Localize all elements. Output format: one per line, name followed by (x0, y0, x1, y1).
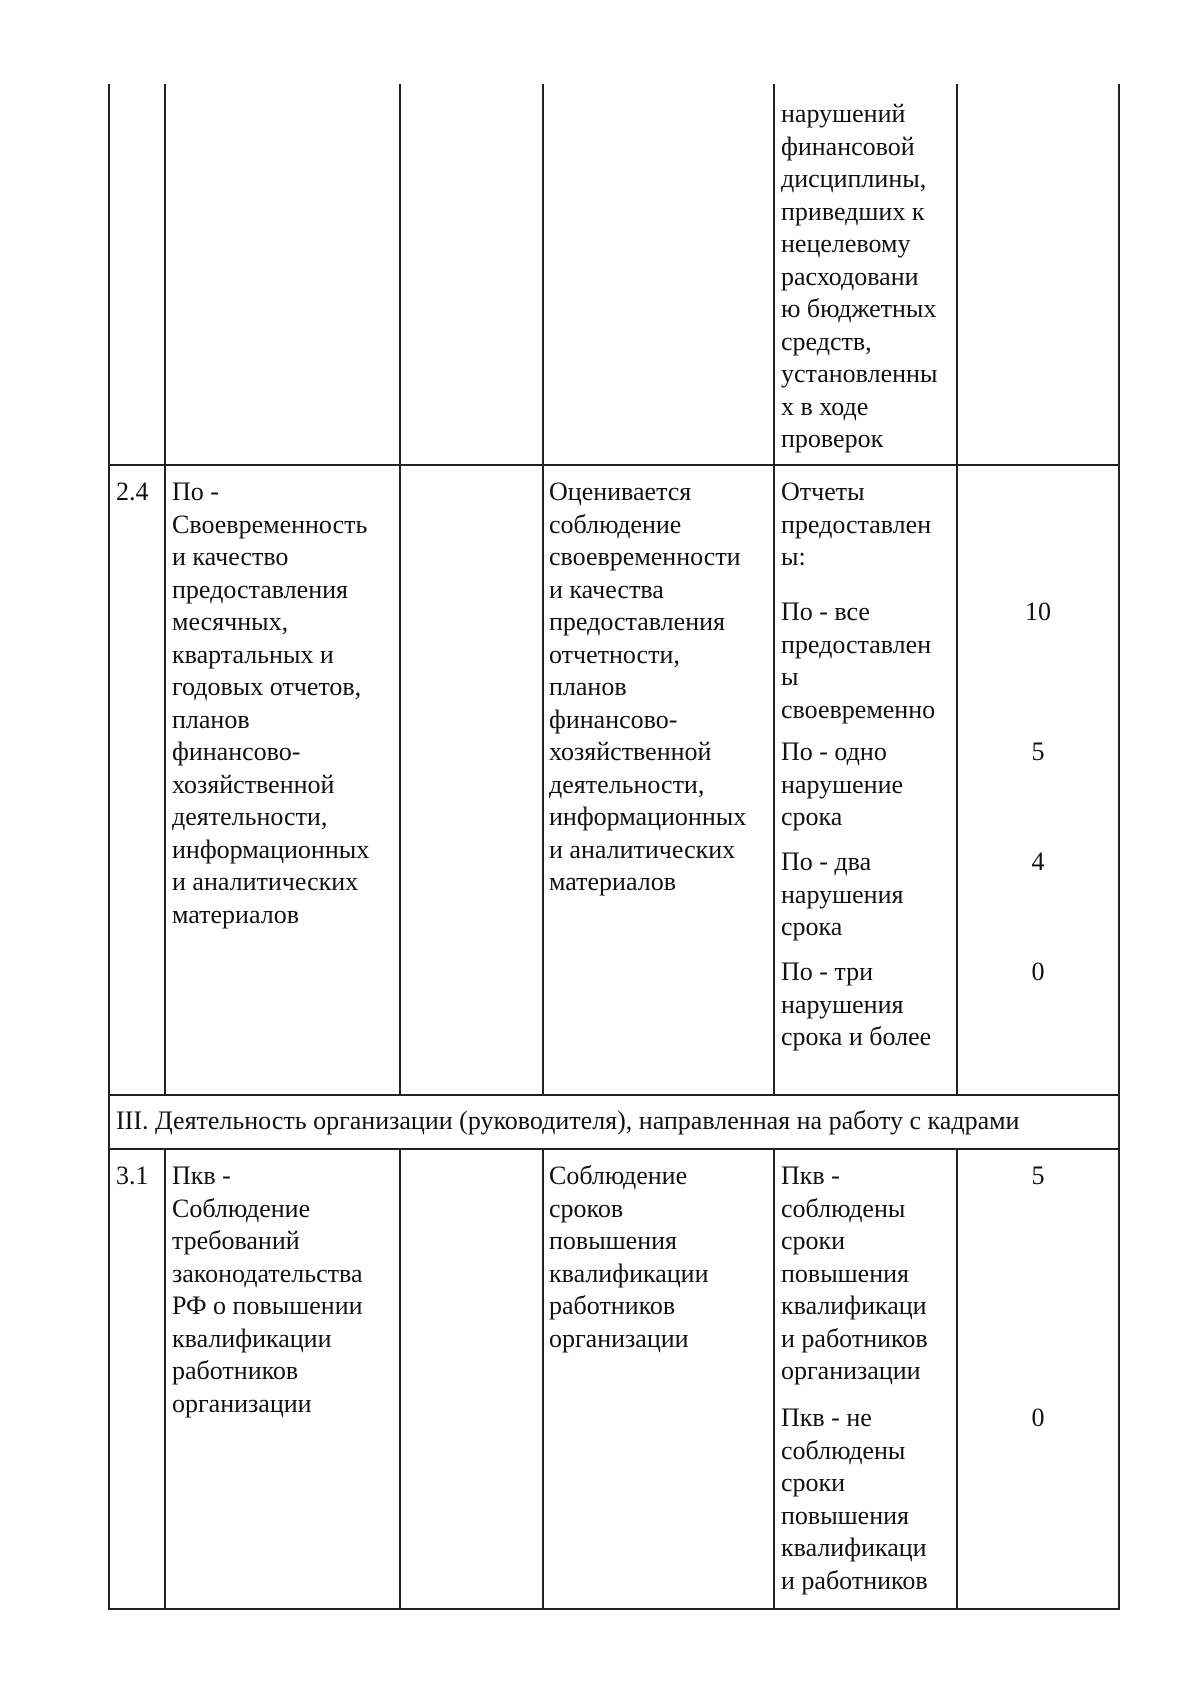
criterion-text: По - все предоставлен ы своевременно (781, 597, 936, 724)
table-bottom-border (108, 1608, 1120, 1610)
criterion-text: Пкв - не соблюдены сроки повышения квалификаци и работников (781, 1403, 928, 1595)
criterion-text: нарушений финансовой дисциплины, приведших к нецелевому расходовани ю бюджетных средств, установленны х в ходе проверок (781, 99, 938, 453)
criterion-text: По - два нарушения срока (781, 847, 904, 941)
criterion-text: Пкв - соблюдены сроки повышения квалификаци и работников организации (781, 1161, 928, 1385)
section-title: III. Деятельность организации (руководителя), направленная на работу с кадрами (116, 1106, 1020, 1135)
table-row-2-4 (108, 466, 1120, 1094)
criterion-points: 0 (1031, 1403, 1045, 1432)
description-text: Оценивается соблюдение своевременности и качества предоставления отчетности, планов финансово- хозяйственной деятельности, информационных и аналитических материалов (549, 477, 747, 896)
indicator-text: По - Своевременность и качество предоставления месячных, квартальных и годовых отчетов, планов финансово- хозяйственной деятельности, информационных и аналитических материалов (172, 477, 370, 929)
criterion-points: 10 (1025, 597, 1051, 626)
criterion-points: 5 (1031, 1161, 1045, 1190)
criterion-points: 4 (1031, 847, 1045, 876)
table-row-3-1 (108, 1150, 1120, 1608)
criterion-text: По - одно нарушение срока (781, 737, 904, 831)
criteria-header: Отчеты предоставлен ы: (781, 477, 932, 571)
row-number: 2.4 (116, 477, 149, 506)
section-header-row (108, 1096, 1120, 1148)
table-row-continuation (108, 84, 1120, 464)
row-number: 3.1 (116, 1161, 149, 1190)
criterion-points: 5 (1031, 737, 1045, 766)
indicator-text: Пкв - Соблюдение требований законодательства РФ о повышении квалификации работников организации (172, 1161, 363, 1418)
criterion-text: По - три нарушения срока и более (781, 957, 932, 1051)
description-text: Соблюдение сроков повышения квалификации работников организации (549, 1161, 709, 1353)
criterion-points: 0 (1031, 957, 1045, 986)
